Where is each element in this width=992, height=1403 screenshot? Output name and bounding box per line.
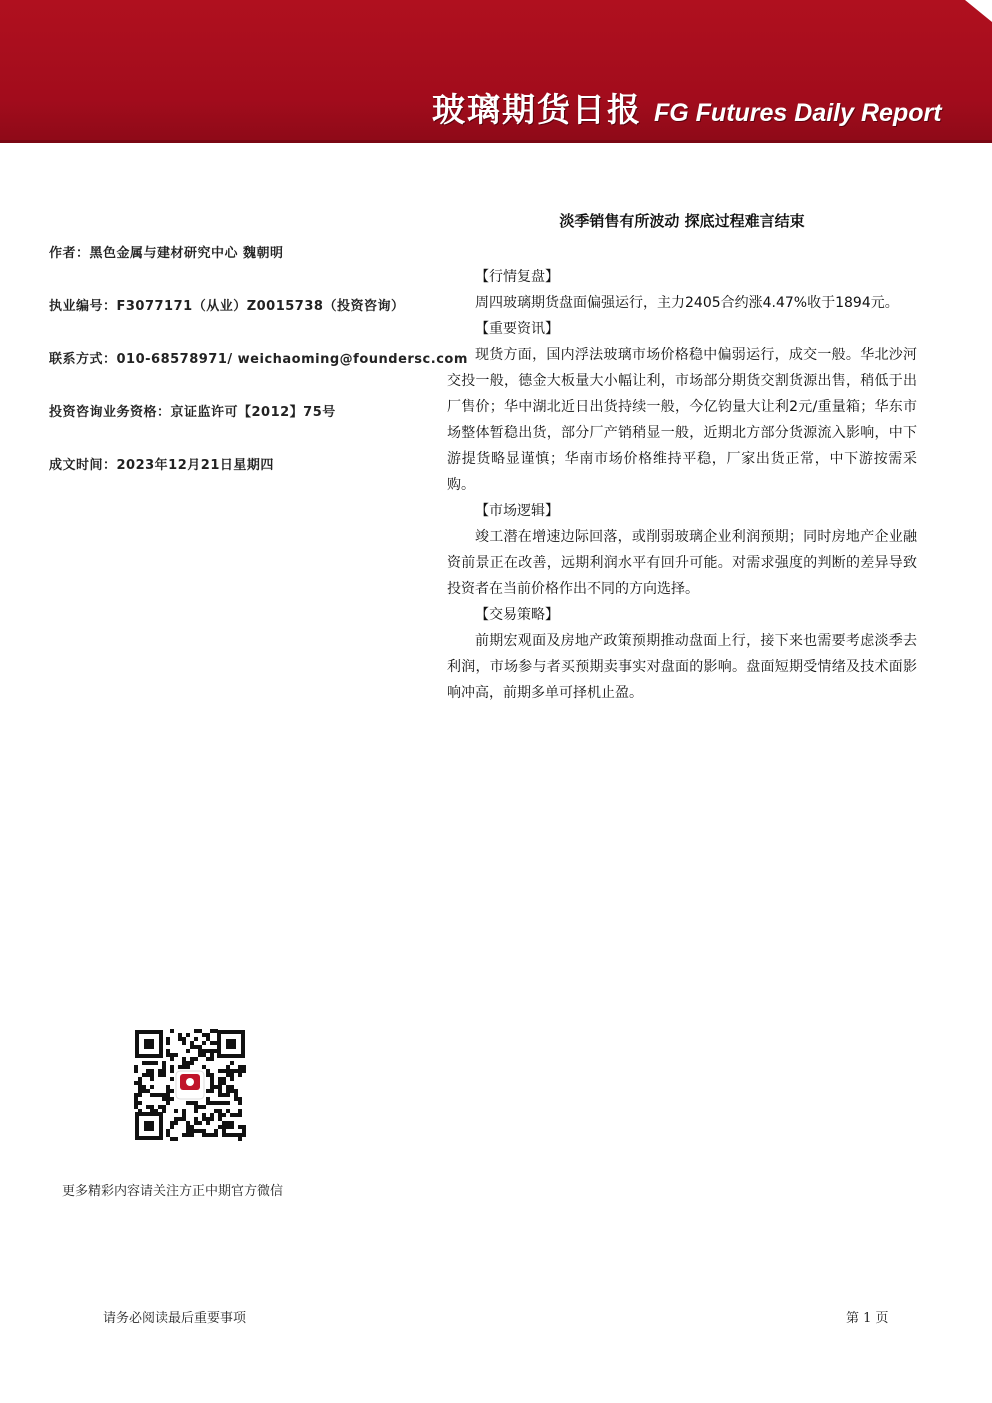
section-text-logic: 竣工潜在增速边际回落，或削弱玻璃企业利润预期；同时房地产企业融资前景正在改善，远期利润水平有回升可能。对需求强度的判断的差异导致投资者在当前价格作出不同的方向选择。 — [447, 529, 917, 597]
page-number: 第 1 页 — [846, 1311, 889, 1326]
report-body — [447, 206, 917, 706]
section-text-news: 现货方面，国内浮法玻璃市场价格稳中偏弱运行，成交一般。华北沙河交投一般，德金大板量大小幅让利，市场部分期货交割货源出售，稍低于出厂售价；华中湖北近日出货持续一般，今亿钧量大让利2元/重量箱；华东市场整体暂稳出货，部分厂产销稍显一般，近期北方部分货源流入影响，中下游提货略显谨慎；华南市场价格维持平稳，厂家出货正常，中下游按需采购。 — [447, 347, 917, 493]
author-line: 作者：黑色金属与建材研究中心 魏朝明 — [49, 246, 284, 261]
section-heading-market-review: 【行情复盘】 — [475, 269, 559, 285]
section-text-market-review: 周四玻璃期货盘面偏强运行，主力2405合约涨4.47%收于1894元。 — [475, 295, 899, 311]
contact-line: 联系方式：010-68578971/ weichaoming@foundersc.com — [49, 352, 468, 367]
qr-caption: 更多精彩内容请关注方正中期官方微信 — [62, 1184, 284, 1199]
date-line: 成文时间：2023年12月21日星期四 — [49, 458, 274, 473]
header-title-en: FG Futures Daily Report — [654, 99, 942, 127]
wechat-qr-code — [134, 1029, 246, 1141]
report-header-title — [432, 84, 942, 128]
footer-notice: 请务必阅读最后重要事项 — [103, 1311, 247, 1326]
license-line: 执业编号：F3077171（从业）Z0015738（投资咨询） — [49, 299, 405, 314]
qualification-line: 投资咨询业务资格：京证监许可【2012】75号 — [49, 405, 336, 420]
section-heading-news: 【重要资讯】 — [475, 321, 559, 337]
header-title-cn: 玻璃期货日报 — [432, 90, 642, 129]
section-heading-strategy: 【交易策略】 — [475, 607, 559, 623]
section-heading-logic: 【市场逻辑】 — [475, 503, 559, 519]
section-text-strategy: 前期宏观面及房地产政策预期推动盘面上行，接下来也需要考虑淡季去利润，市场参与者买预期卖事实对盘面的影响。盘面短期受情绪及技术面影响冲高，前期多单可择机止盈。 — [447, 633, 917, 701]
header-divider — [0, 140, 992, 143]
report-text — [447, 264, 917, 706]
author-meta — [49, 244, 468, 509]
report-title: 淡季销售有所波动 探底过程难言结束 — [559, 212, 805, 230]
